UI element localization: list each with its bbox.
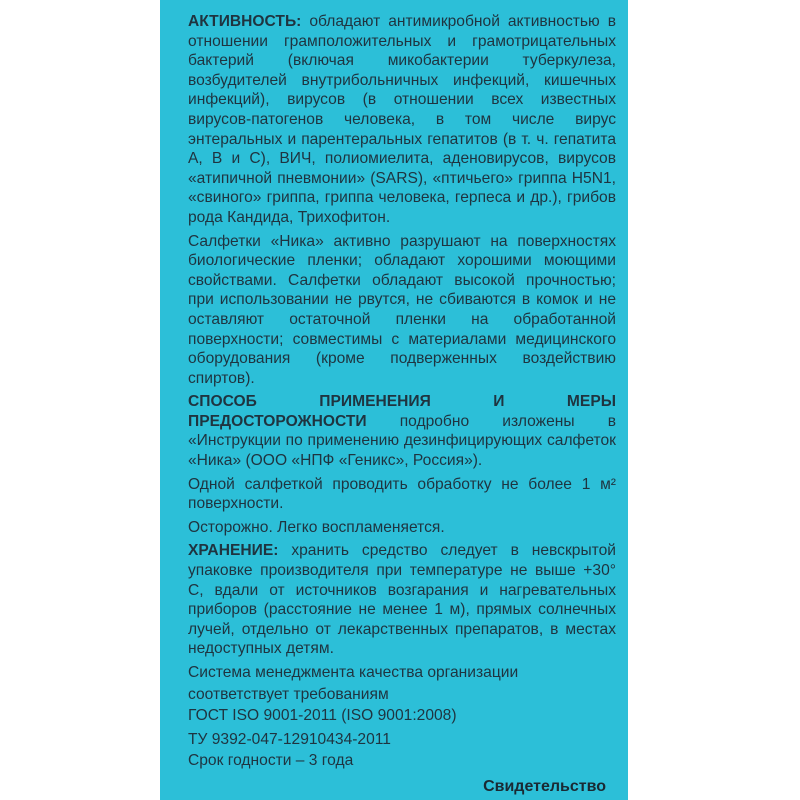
- package-text: [188, 12, 616, 775]
- usage-paragraph: [188, 392, 616, 470]
- package-panel: [160, 0, 628, 800]
- storage-paragraph: [188, 541, 616, 659]
- activity-heading: АКТИВНОСТЬ:: [188, 13, 302, 30]
- storage-text: хранить средство следует в невскрытой упаковке производителя при температуре не выше +30° С, вдали от источников возгарания и нагревательных приборов (расстояние не менее 1 м), прямых солнечных лучей, отдельно от лекарственных препаратов, в местах недоступных детям.: [188, 542, 616, 658]
- quality-line-2: соответствует требованиям: [188, 685, 389, 703]
- area-note: Одной салфеткой проводить обработку не более 1 м² поверхности.: [188, 475, 616, 513]
- tu-line: ТУ 9392-047-12910434-2011: [188, 730, 391, 748]
- warning-text: Осторожно. Легко воспламеняется.: [188, 518, 445, 536]
- properties-paragraph: Салфетки «Ника» активно разрушают на поверхностях биологические пленки; обладают хорошими моющими свойствами. Салфетки обладают высокой прочностью; при использовании не рвутся, не сбиваются в комок и не оставляют остаточной пленки на обработанной поверхности; совместимы с материалами медицинского оборудования (кроме подверженных воздействию спиртов).: [188, 232, 616, 387]
- activity-paragraph: [188, 12, 616, 228]
- storage-heading: ХРАНЕНИЕ:: [188, 542, 279, 560]
- certificate-label: Свидетельство: [483, 778, 606, 795]
- usage-text: подробно изложены в «Инструкции по применению дезинфицирующих салфеток «Ника» (ООО «НПФ «Геникс», Россия»).: [188, 412, 616, 470]
- activity-text: обладают антимикробной активностью в отношении грамположительных и грамотрицательных бактерий (включая микобактерии туберкулеза, возбудителей внутрибольничных инфекций, кишечных инфекций), вирусов (в отношении всех известных вирусов-патогенов человека, в том числе вирус энтеральных и парентеральных гепатитов (в т. ч. гепатита А, В и С), ВИЧ, полиомиелита, аденовирусов, вирусов «атипичной пневмонии» (SARS), «птичьего» гриппа H5N1, «свиного» гриппа, гриппа человека, герпеса и др.), грибов рода Кандида, Трихофитон.: [188, 13, 616, 226]
- quality-line-1: Система менеджмента качества организации: [188, 664, 519, 681]
- gost-line: ГОСТ ISO 9001-2011 (ISO 9001:2008): [188, 707, 457, 725]
- shelf-life-line: Срок годности – 3 года: [188, 752, 354, 770]
- usage-heading: СПОСОБ ПРИМЕНЕНИЯ И МЕРЫ ПРЕДОСТОРОЖНОСТИ: [188, 393, 616, 430]
